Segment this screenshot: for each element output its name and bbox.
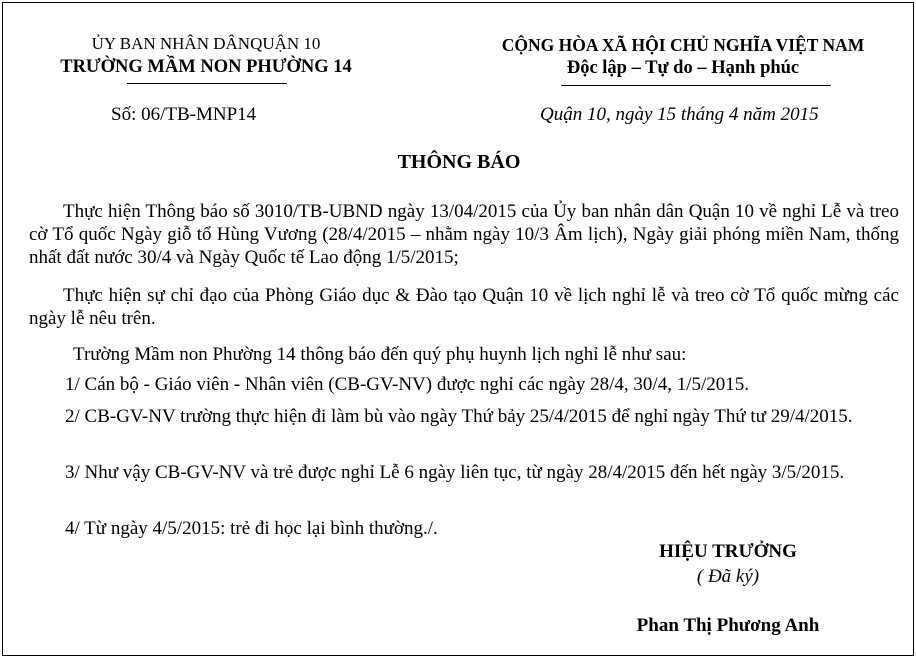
document-title: THÔNG BÁO [397, 151, 521, 173]
motto-underline [561, 85, 831, 86]
body-paragraph-1: Thực hiện Thông báo số 3010/TB-UBND ngày 13/04/2015 của Ủy ban nhân dân Quận 10 về nghỉ Lễ và treo cờ Tổ quốc Ngày giỗ tổ Hùng Vương (28/4/2015 – nhằm ngày 10/3 Âm lịch), Ngày giải phóng miền Nam, thống nhất đất nước 30/4 và Ngày Quốc tế Lao động 1/5/2015; [29, 201, 899, 268]
document-date: Quận 10, ngày 15 tháng 4 năm 2015 [540, 104, 819, 125]
school-name: TRƯỜNG MẦM NON PHƯỜNG 14 [60, 57, 352, 77]
list-item: 3/ Như vậy CB-GV-NV và trẻ được nghỉ Lễ 6 ngày liên tục, từ ngày 28/4/2015 đến hết ngày 3/5/2015. [65, 462, 845, 483]
list-item: 2/ CB-GV-NV trường thực hiện đi làm bù vào ngày Thứ bảy 25/4/2015 để nghỉ ngày Thứ tư 29/4/2015. [65, 406, 853, 427]
signer-name: Phan Thị Phương Anh [636, 615, 820, 636]
document-reference-number: Số: 06/TB-MNP14 [111, 104, 257, 125]
school-name-underline [127, 83, 287, 84]
national-motto: Độc lập – Tự do – Hạnh phúc [566, 58, 800, 78]
notice-document [2, 2, 914, 656]
signed-note: ( Đã ký) [696, 566, 760, 587]
national-title: CỘNG HÒA XÃ HỘI CHỦ NGHĨA VIỆT NAM [501, 35, 865, 55]
list-item: 4/ Từ ngày 4/5/2015: trẻ đi học lại bình thường./. [65, 518, 438, 539]
issuing-authority: ỦY BAN NHÂN DÂNQUẬN 10 [91, 34, 321, 53]
body-paragraph-2: Thực hiện sự chỉ đạo của Phòng Giáo dục & Đào tạo Quận 10 về lịch nghỉ lễ và treo cờ Tổ quốc mừng các ngày lễ nêu trên. [29, 285, 899, 329]
body-paragraph-3: Trường Mầm non Phường 14 thông báo đến quý phụ huynh lịch nghỉ lễ như sau: [73, 344, 687, 365]
signer-title: HIỆU TRƯỞNG [659, 541, 797, 562]
list-item: 1/ Cán bộ - Giáo viên - Nhân viên (CB-GV-NV) được nghỉ các ngày 28/4, 30/4, 1/5/2015. [65, 374, 749, 395]
